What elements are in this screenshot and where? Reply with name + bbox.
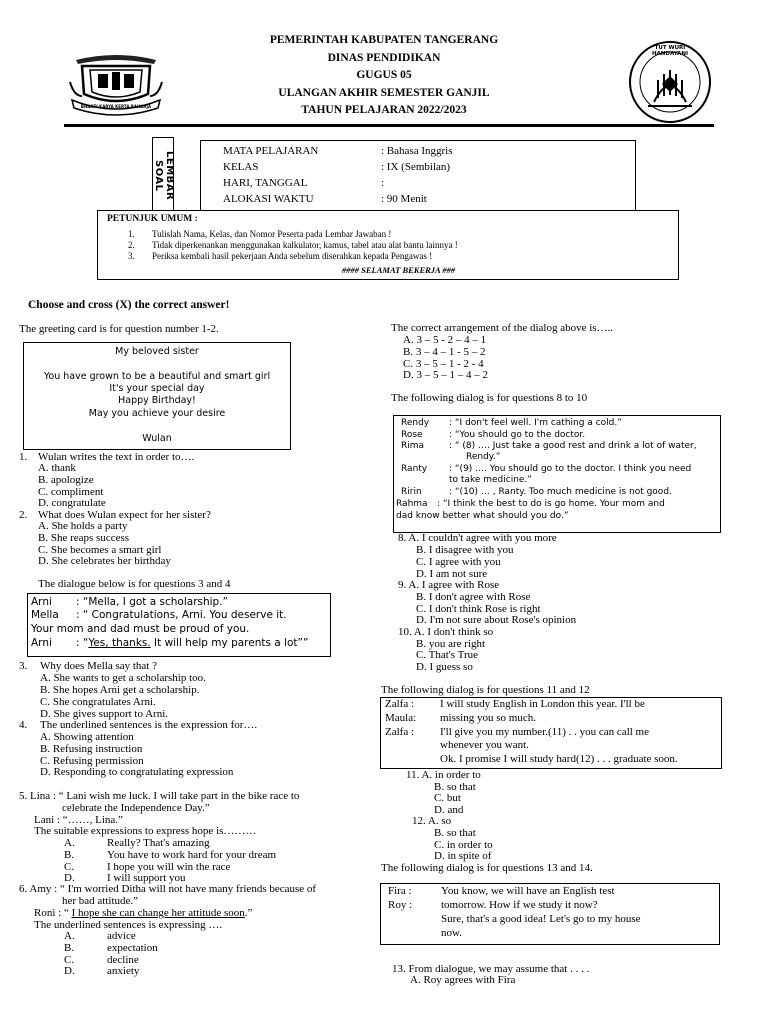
instructions-item-1: Tulislah Nama, Kelas, dan Nomor Peserta pada Lembar Jawaban ! xyxy=(152,229,392,239)
q5-option-b[interactable]: You have to work hard for your dream xyxy=(107,849,277,861)
q13-text: 13. From dialogue, we may assume that . . . . xyxy=(392,963,590,975)
info-value-date: : xyxy=(381,177,385,189)
q4-text: The underlined sentences is the expression for…. xyxy=(40,719,258,731)
header-line-4: ULANGAN AKHIR SEMESTER GANJIL xyxy=(278,87,490,99)
q6-line-3 xyxy=(34,908,252,920)
card-line-2: You have grown to be a beautiful and smart girl xyxy=(43,371,271,382)
dialog-4-speaker-2: Roy : xyxy=(388,899,413,911)
info-value-subject: : Bahasa Inggris xyxy=(381,145,453,157)
q1-text: Wulan writes the text in order to…. xyxy=(38,451,195,463)
q5-option-a-key[interactable]: A. xyxy=(64,837,75,849)
q11-option-a[interactable]: 11. A. in order to xyxy=(406,769,481,781)
q1-option-c[interactable]: C. compliment xyxy=(38,486,104,498)
arrangement-intro: The correct arrangement of the dialog above is….. xyxy=(391,322,614,334)
q11-option-b[interactable]: B. so that xyxy=(434,781,476,793)
dialog-3-speaker-2: Maula: xyxy=(385,712,417,724)
dialog-2-speaker-3: Rima xyxy=(401,441,425,451)
q9-option-b[interactable]: B. I don't agree with Rose xyxy=(416,591,531,603)
q3-text: Why does Mella say that ? xyxy=(40,660,157,672)
q6-option-d[interactable]: anxiety xyxy=(107,965,140,977)
q13-option-a[interactable]: A. Roy agrees with Fira xyxy=(410,974,516,986)
q6-line-3-pre: Roni : “ xyxy=(34,907,72,919)
side-tab xyxy=(152,137,174,213)
instructions-num-1: 1. xyxy=(128,229,135,239)
q1-option-d[interactable]: D. congratulate xyxy=(38,497,106,509)
dialog-3-line-5: Ok. I promise I will study hard(12) . . . graduate soon. xyxy=(440,753,678,765)
side-tab-label: LEMBAR SOAL xyxy=(153,151,175,201)
header-divider xyxy=(64,124,714,127)
q6-option-a-key[interactable]: A. xyxy=(64,930,75,942)
q5-line-4: The suitable expressions to express hope is……… xyxy=(34,825,257,837)
dialog-2-line-5: : “(9) …. You should go to the doctor. I think you need xyxy=(449,464,692,474)
card-line-5: May you achieve your desire xyxy=(88,408,226,419)
card-line-3: It's your special day xyxy=(109,383,205,394)
dialog-1-speaker-2: Mella xyxy=(31,609,59,621)
intro-dialog-1: The dialogue below is for questions 3 and 4 xyxy=(38,578,231,590)
q6-option-c[interactable]: decline xyxy=(107,954,139,966)
q2-option-b[interactable]: B. She reaps success xyxy=(38,532,130,544)
dialog-1-line-2: : “ Congratulations, Arni. You deserve it. xyxy=(76,609,287,621)
dialog-4-speaker-1: Fira : xyxy=(388,885,412,897)
q5-line-3: Lani : “……, Lina.” xyxy=(34,814,123,826)
q12-option-d[interactable]: D. in spite of xyxy=(434,850,492,862)
q2-option-d[interactable]: D. She celebrates her birthday xyxy=(38,555,171,567)
dialog-1-speaker-1: Arni xyxy=(31,596,52,608)
q12-option-c[interactable]: C. in order to xyxy=(434,839,493,851)
dialog-2-line-4: Rendy.” xyxy=(466,452,501,462)
dialog-1-underlined: Yes, thanks. xyxy=(88,637,151,649)
tut-wuri-text: TUT WURI HANDAYANI xyxy=(651,45,689,57)
dialog-3-speaker-1: Zalfa : xyxy=(385,698,415,710)
header-line-1: PEMERINTAH KABUPATEN TANGERANG xyxy=(269,34,499,46)
q9-option-a[interactable]: 9. A. I agree with Rose xyxy=(398,579,500,591)
card-line-4: Happy Birthday! xyxy=(118,395,196,406)
q4-option-d[interactable]: D. Responding to congratulating expression xyxy=(40,766,234,778)
info-label-class: KELAS xyxy=(223,161,259,173)
intro-dialog-3: The following dialog is for questions 11 and 12 xyxy=(381,684,590,696)
q6-line-3-post: .” xyxy=(244,907,253,919)
dialog-1-line-1: : “Mella, I got a scholarship.” xyxy=(76,596,229,608)
dialog-2-speaker-7: Ririn xyxy=(401,487,422,497)
card-line-1: My beloved sister xyxy=(115,346,199,357)
dialog-2-line-7: : “(10) … , Ranty. Too much medicine is not good. xyxy=(449,487,672,497)
dialog-2-speaker-2: Rose xyxy=(401,430,423,440)
q8-option-b[interactable]: B. I disagree with you xyxy=(416,544,514,556)
q9-option-d[interactable]: D. I'm not sure about Rose's opinion xyxy=(416,614,577,626)
header-line-5: TAHUN PELAJARAN 2022/2023 xyxy=(301,104,467,116)
q2-text: What does Wulan expect for her sister? xyxy=(38,509,211,521)
info-label-time: ALOKASI WAKTU xyxy=(223,193,314,205)
q5-option-d-key[interactable]: D. xyxy=(64,872,75,884)
q6-option-c-key[interactable]: C. xyxy=(64,954,75,966)
instructions-num-3: 3. xyxy=(128,251,135,261)
info-value-time: : 90 Menit xyxy=(381,193,427,205)
dialog-2-line-9: dad know better what should you do.” xyxy=(396,511,569,521)
dialog-4-line-1: You know, we will have an English test xyxy=(441,885,615,897)
dialog-1-line-4-pre: : “ xyxy=(76,637,89,649)
dialog-2-speaker-5: Ranty xyxy=(401,464,428,474)
q5-option-a[interactable]: Really? That's amazing xyxy=(107,837,210,849)
q4-option-c[interactable]: C. Refusing permission xyxy=(40,755,144,767)
dialog-2-speaker-8: Rahma xyxy=(396,499,428,509)
q8-option-d[interactable]: D. I am not sure xyxy=(416,568,488,580)
q5-option-b-key[interactable]: B. xyxy=(64,849,75,861)
q6-option-d-key[interactable]: D. xyxy=(64,965,75,977)
dialog-2-line-3: : “ (8) …. Just take a good rest and drink a lot of water, xyxy=(449,441,697,451)
q3-option-a[interactable]: A. She wants to get a scholarship too. xyxy=(40,672,206,684)
q4-option-a[interactable]: A. Showing attention xyxy=(40,731,134,743)
dialog-3-line-2: missing you so much. xyxy=(440,712,536,724)
q4-option-b[interactable]: B. Refusing instruction xyxy=(40,743,143,755)
arrangement-option-c[interactable]: C. 3 – 5 – 1 - 2 - 4 xyxy=(403,358,484,370)
q1-option-a[interactable]: A. thank xyxy=(38,462,76,474)
q6-option-b-key[interactable]: B. xyxy=(64,942,75,954)
q8-option-a[interactable]: 8. A. I couldn't agree with you more xyxy=(398,532,557,544)
regency-motto: BHAKTI KARYA KERTA RAHARJA xyxy=(80,104,152,109)
q10-option-b[interactable]: B. you are right xyxy=(416,638,486,650)
q8-option-c[interactable]: C. I agree with you xyxy=(416,556,501,568)
arrangement-option-a[interactable]: A. 3 – 5 - 2 – 4 – 1 xyxy=(403,334,487,346)
q11-option-c[interactable]: C. but xyxy=(434,792,461,804)
intro-dialog-4: The following dialog is for questions 13 and 14. xyxy=(381,862,593,874)
arrangement-option-b[interactable]: B. 3 – 4 – 1 - 5 – 2 xyxy=(403,346,486,358)
q10-option-c[interactable]: C. That's True xyxy=(416,649,478,661)
q10-option-d[interactable]: D. I guess so xyxy=(416,661,473,673)
q6-option-a[interactable]: advice xyxy=(107,930,136,942)
dialog-1-line-3: Your mom and dad must be proud of you. xyxy=(31,623,250,635)
dialog-1-line-4 xyxy=(76,638,308,650)
q1-option-b[interactable]: B. apologize xyxy=(38,474,94,486)
q12-option-b[interactable]: B. so that xyxy=(434,827,476,839)
q5-option-c[interactable]: I hope you will win the race xyxy=(107,861,231,873)
info-value-class: : IX (Sembilan) xyxy=(381,161,451,173)
info-label-date: HARI, TANGGAL xyxy=(223,177,308,189)
instructions-title: PETUNJUK UMUM : xyxy=(107,214,198,224)
instructions-item-3: Periksa kembali hasil pekerjaan Anda sebelum diserahkan kepada Pengawas ! xyxy=(152,251,433,261)
q3-option-d[interactable]: D. She gives support to Arni. xyxy=(40,708,169,720)
q5-line-1: 5. Lina : “ Lani wish me luck. I will take part in the bike race to xyxy=(19,790,300,802)
dialog-4-line-4: now. xyxy=(441,927,462,939)
dialog-2-line-1: : “I don't feel well. I'm cathing a cold.” xyxy=(449,418,622,428)
dialog-1-speaker-4: Arni xyxy=(31,637,52,649)
q5-line-2: celebrate the Independence Day.” xyxy=(62,802,210,814)
instructions-item-2: Tidak diperkenankan menggunakan kalkulator, kamus, tabel atau alat bantu lainnya ! xyxy=(152,240,458,250)
header-line-2: DINAS PENDIDIKAN xyxy=(327,52,441,64)
instructions-num-2: 2. xyxy=(128,240,135,250)
arrangement-option-d[interactable]: D. 3 – 5 – 1 – 4 – 2 xyxy=(403,369,488,381)
dialog-3-line-4: whenever you want. xyxy=(440,739,529,751)
header-line-3: GUGUS 05 xyxy=(356,69,412,81)
info-label-subject: MATA PELAJARAN xyxy=(223,145,319,157)
dialog-3-line-1: I will study English in London this year. I'll be xyxy=(440,698,645,710)
dialog-3-speaker-3: Zalfa : xyxy=(385,726,415,738)
dialog-2-line-6: to take medicine.” xyxy=(449,475,532,485)
q2-option-c[interactable]: C. She becomes a smart girl xyxy=(38,544,162,556)
q4-number: 4. xyxy=(19,719,28,731)
dialog-4-line-3: Sure, that's a good idea! Let's go to my house xyxy=(441,913,641,925)
dialog-1-line-4-post: It will help my parents a lot”” xyxy=(150,637,309,649)
q9-option-c[interactable]: C. I don't think Rose is right xyxy=(416,603,541,615)
dialog-4-line-2: tomorrow. How if we study it now? xyxy=(441,899,598,911)
q6-line-4: The underlined sentences is expressing …. xyxy=(34,919,223,931)
q6-underlined: I hope she can change her attitude soon xyxy=(71,907,245,919)
q6-option-b[interactable]: expectation xyxy=(107,942,158,954)
q1-number: 1. xyxy=(19,451,28,463)
dialog-2-speaker-1: Rendy xyxy=(401,418,430,428)
q5-option-c-key[interactable]: C. xyxy=(64,861,75,873)
intro-dialog-2: The following dialog is for questions 8 to 10 xyxy=(391,392,588,404)
dialog-2-line-8: : “I think the best to do is go home. Your mom and xyxy=(437,499,665,509)
main-instruction: Choose and cross (X) the correct answer! xyxy=(28,299,230,311)
q5-option-d[interactable]: I will support you xyxy=(107,872,186,884)
q12-option-a[interactable]: 12. A. so xyxy=(412,815,452,827)
q11-option-d[interactable]: D. and xyxy=(434,804,464,816)
intro-greeting-card: The greeting card is for question number 1-2. xyxy=(19,323,219,335)
q2-number: 2. xyxy=(19,509,28,521)
q6-line-1: 6. Amy : “ I'm worried Ditha will not have many friends because of xyxy=(19,883,317,895)
q2-option-a[interactable]: A. She holds a party xyxy=(38,520,128,532)
dialog-2-line-2: : “You should go to the doctor. xyxy=(449,430,586,440)
q6-line-2: her bad attitude.” xyxy=(62,895,139,907)
q10-option-a[interactable]: 10. A. I don't think so xyxy=(398,626,494,638)
q3-option-c[interactable]: C. She congratulates Arni. xyxy=(40,696,156,708)
q3-number: 3. xyxy=(19,660,28,672)
q3-option-b[interactable]: B. She hopes Arni get a scholarship. xyxy=(40,684,200,696)
dialog-3-line-3: I'll give you my number.(11) . . you can call me xyxy=(440,726,649,738)
card-line-6: Wulan xyxy=(142,433,172,444)
instructions-closing: #### SELAMAT BEKERJA ### xyxy=(342,265,456,275)
